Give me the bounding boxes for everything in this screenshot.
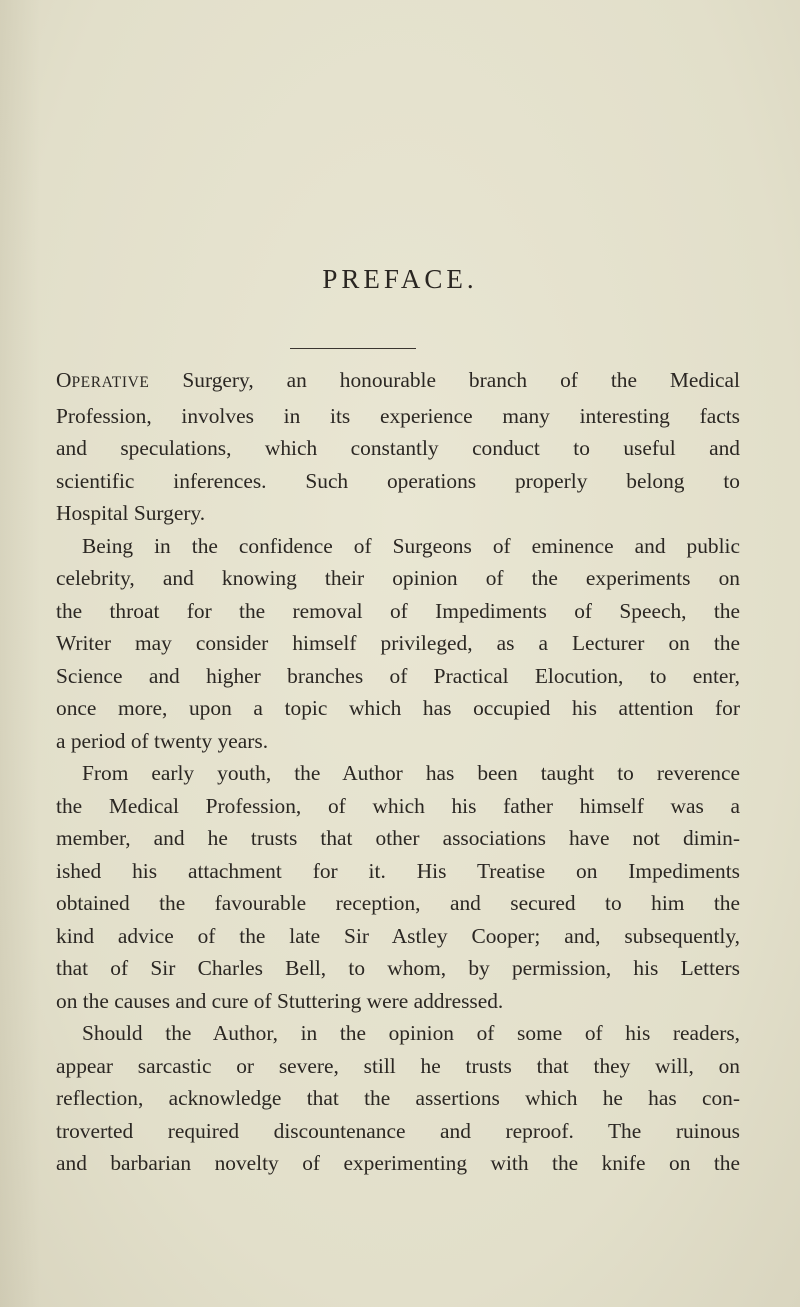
text-line: Being in the confidence of Surgeons of eminence and public: [82, 533, 740, 558]
text-line: the Medical Profession, of which his father himself was a: [56, 793, 740, 818]
text-line: Writer may consider himself privileged, as a Lecturer on the: [56, 631, 740, 655]
text-line: OPERATIVE Surgery, an honourable branch of the Medical: [56, 368, 740, 392]
text-line: celebrity, and knowing their opinion of the experiments on: [56, 566, 740, 590]
text-line: troverted required discountenance and reproof. The ruinous: [56, 1118, 740, 1143]
text-line: Hospital Surgery.: [56, 501, 206, 525]
text-line: kind advice of the late Sir Astley Cooper; and, subsequently,: [56, 923, 740, 948]
text-line: scientific inferences. Such operations properly belong to: [56, 468, 740, 493]
text-line: obtained the favourable reception, and secured to him the: [56, 891, 740, 915]
paragraph-4: [56, 1017, 740, 1180]
text-line: a period of twenty years.: [56, 728, 269, 753]
preface-body: [56, 364, 740, 1180]
text-line: once more, upon a topic which has occupied his attention for: [56, 696, 740, 720]
text-line: Should the Author, in the opinion of some of his readers,: [82, 1021, 740, 1045]
text-line: Science and higher branches of Practical Elocution, to enter,: [56, 663, 740, 688]
text-line: and barbarian novelty of experimenting with the knife on the: [56, 1151, 740, 1175]
text-line: Profession, involves in its experience many interesting facts: [56, 403, 740, 428]
small-caps-initial: O: [56, 368, 72, 392]
page-title: PREFACE.: [322, 264, 478, 294]
small-caps-word: PERATIVE: [71, 374, 150, 391]
paragraph-1: [56, 364, 740, 530]
text-line: on the causes and cure of Stuttering were addressed.: [56, 988, 504, 1013]
paragraph-3: [56, 757, 740, 1017]
text-line: ished his attachment for it. His Treatise on Impediments: [56, 858, 740, 883]
paragraph-2: [56, 530, 740, 758]
text-line: and speculations, which constantly conduct to useful and: [56, 436, 740, 460]
text-line: From early youth, the Author has been taught to reverence: [82, 761, 740, 785]
text-line: that of Sir Charles Bell, to whom, by permission, his Letters: [56, 956, 740, 980]
title-divider: [290, 348, 416, 349]
text-line: appear sarcastic or severe, still he trusts that they will, on: [56, 1053, 740, 1078]
text-line: member, and he trusts that other associations have not dimin-: [56, 826, 740, 850]
text-line: reflection, acknowledge that the assertions which he has con-: [56, 1086, 740, 1110]
text-line: the throat for the removal of Impediments of Speech, the: [56, 598, 740, 623]
